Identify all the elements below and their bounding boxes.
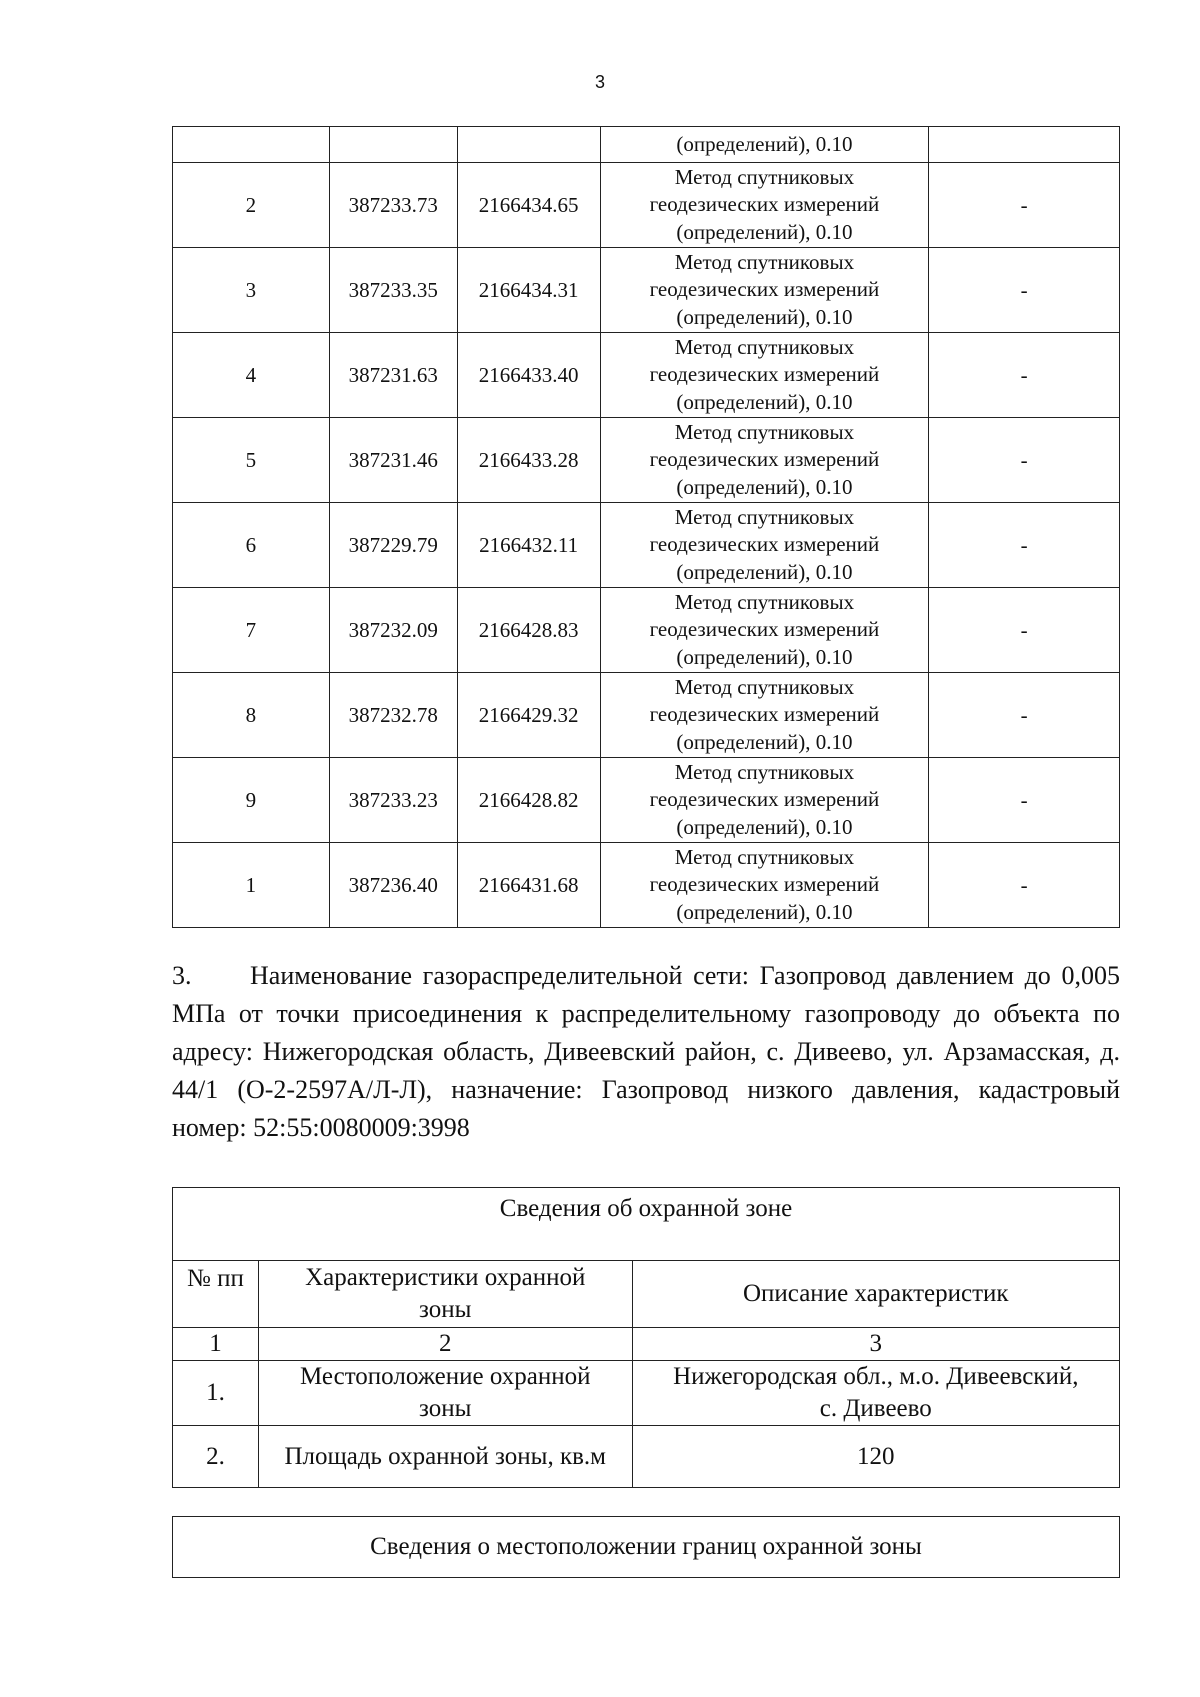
method-line: геодезических измерений	[649, 787, 880, 812]
column-index: 2	[258, 1328, 632, 1361]
point-number: 6	[173, 503, 330, 588]
y-coordinate: 2166428.82	[457, 758, 600, 843]
method-line: Метод спутниковых	[674, 759, 855, 784]
method-line: (определений), 0.10	[676, 389, 853, 414]
protection-zone-table	[172, 1187, 1120, 1488]
table-row	[173, 333, 1120, 418]
method-cell	[600, 163, 929, 248]
method-line: (определений), 0.10	[676, 474, 853, 499]
method-line: Метод спутниковых	[674, 504, 855, 529]
method-line: (определений), 0.10	[676, 559, 853, 584]
point-number: 8	[173, 673, 330, 758]
method-cell	[600, 418, 929, 503]
table-row	[173, 163, 1120, 248]
method-cell	[600, 843, 929, 928]
characteristic-cell	[258, 1361, 632, 1426]
method-line: Метод спутниковых	[674, 419, 855, 444]
header-line: зоны	[419, 1296, 472, 1323]
point-number: 1	[173, 843, 330, 928]
method-line: Метод спутниковых	[674, 674, 855, 699]
method-line: геодезических измерений	[649, 447, 880, 472]
table-row	[173, 843, 1120, 928]
method-line: геодезических измерений	[649, 617, 880, 642]
note-cell: -	[929, 248, 1120, 333]
note-cell: -	[929, 588, 1120, 673]
note-cell: -	[929, 758, 1120, 843]
method-line: геодезических измерений	[649, 192, 880, 217]
method-cell	[600, 333, 929, 418]
cell-line: Местоположение охранной	[299, 1363, 591, 1390]
method-cell	[600, 503, 929, 588]
table-row	[173, 588, 1120, 673]
method-line: (определений), 0.10	[676, 304, 853, 329]
description-cell: 120	[632, 1426, 1119, 1488]
point-number: 5	[173, 418, 330, 503]
point-number: 2	[173, 163, 330, 248]
method-cell	[600, 758, 929, 843]
method-line: геодезических измерений	[649, 532, 880, 557]
boundary-table-title: Сведения о местоположении границ охранной зоны	[173, 1517, 1120, 1578]
method-line: геодезических измерений	[649, 362, 880, 387]
header-line: Характеристики охранной	[305, 1264, 586, 1291]
method-line: (определений), 0.10	[676, 814, 853, 839]
point-number: 4	[173, 333, 330, 418]
table-row	[173, 248, 1120, 333]
note-cell: -	[929, 503, 1120, 588]
table-row	[173, 673, 1120, 758]
column-header-characteristics	[258, 1261, 632, 1328]
column-index: 1	[173, 1328, 259, 1361]
note-cell: -	[929, 673, 1120, 758]
note-cell: -	[929, 163, 1120, 248]
table-row	[173, 503, 1120, 588]
cell-line: Нижегородская обл., м.о. Дивеевский,	[673, 1363, 1079, 1390]
x-coordinate: 387236.40	[329, 843, 457, 928]
method-line: (определений), 0.10	[676, 644, 853, 669]
y-coordinate: 2166434.65	[457, 163, 600, 248]
point-number: 3	[173, 248, 330, 333]
method-line: Метод спутниковых	[674, 844, 855, 869]
method-line: (определений), 0.10	[676, 899, 853, 924]
method-line: Метод спутниковых	[674, 334, 855, 359]
column-header-description: Описание характеристик	[632, 1261, 1119, 1328]
method-line: (определений), 0.10	[676, 219, 853, 244]
method-line: геодезических измерений	[649, 702, 880, 727]
x-coordinate: 387229.79	[329, 503, 457, 588]
coordinates-table	[172, 126, 1120, 928]
cell-line: зоны	[419, 1395, 472, 1422]
column-index: 3	[632, 1328, 1119, 1361]
section-text: Наименование газораспределительной сети: Газопровод давлением до 0,005 МПа от точки присоединения к распределительному газопроводу до объекта по адресу: Нижегородская область, Дивеевский район, с. Дивеево, ул. Арзамасская, д. 44/1 (О-2-2597А/Л-Л), назначение: Газопровод низкого давления, кадастровый номер: 52:55:0080009:3998	[172, 961, 1120, 1142]
row-number: 1.	[173, 1361, 259, 1426]
note-cell: -	[929, 333, 1120, 418]
x-coordinate: 387232.09	[329, 588, 457, 673]
boundary-location-table	[172, 1516, 1120, 1578]
x-coordinate: 387231.46	[329, 418, 457, 503]
y-coordinate: 2166428.83	[457, 588, 600, 673]
table-row	[173, 127, 1120, 163]
method-line: геодезических измерений	[649, 872, 880, 897]
y-coordinate: 2166429.32	[457, 673, 600, 758]
column-header-number: № пп	[173, 1261, 259, 1328]
x-coordinate: 387233.73	[329, 163, 457, 248]
y-coordinate: 2166434.31	[457, 248, 600, 333]
method-line: геодезических измерений	[649, 277, 880, 302]
y-coordinate: 2166431.68	[457, 843, 600, 928]
x-coordinate: 387232.78	[329, 673, 457, 758]
zone-table-title: Сведения об охранной зоне	[173, 1188, 1120, 1261]
y-coordinate: 2166432.11	[457, 503, 600, 588]
characteristic-cell: Площадь охранной зоны, кв.м	[258, 1426, 632, 1488]
cell-line: с. Дивеево	[819, 1395, 932, 1422]
x-coordinate: 387233.35	[329, 248, 457, 333]
y-coordinate: 2166433.40	[457, 333, 600, 418]
method-cell	[600, 673, 929, 758]
point-number: 7	[173, 588, 330, 673]
row-number: 2.	[173, 1426, 259, 1488]
method-line: Метод спутниковых	[674, 589, 855, 614]
section-3-paragraph	[172, 957, 1120, 1147]
table-row	[173, 758, 1120, 843]
method-line: Метод спутниковых	[674, 249, 855, 274]
x-coordinate: 387233.23	[329, 758, 457, 843]
method-cell	[600, 588, 929, 673]
method-line: (определений), 0.10	[676, 729, 853, 754]
y-coordinate: 2166433.28	[457, 418, 600, 503]
method-line: Метод спутниковых	[674, 164, 855, 189]
note-cell: -	[929, 418, 1120, 503]
method-cell	[600, 248, 929, 333]
page-number: 3	[594, 72, 605, 92]
table-row	[173, 418, 1120, 503]
point-number: 9	[173, 758, 330, 843]
note-cell: -	[929, 843, 1120, 928]
x-coordinate: 387231.63	[329, 333, 457, 418]
description-cell	[632, 1361, 1119, 1426]
section-number: 3.	[172, 961, 192, 990]
method-cell: (определений), 0.10	[600, 127, 929, 163]
